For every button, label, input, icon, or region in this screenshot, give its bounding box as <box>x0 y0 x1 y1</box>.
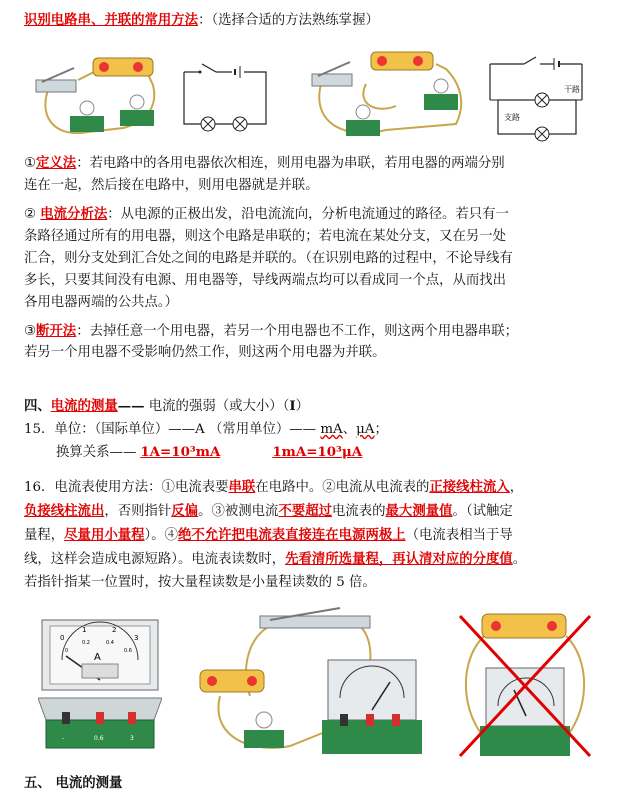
tick-0: 0 <box>60 634 65 642</box>
parallel-circuit-schematic <box>484 54 588 144</box>
ammeter-circuit-wrong <box>454 606 596 762</box>
series-circuit-schematic <box>180 58 272 132</box>
definition-method: 定义法 <box>36 155 77 171</box>
disconnect-method: 断开法 <box>36 323 77 339</box>
subtick-2: 0.4 <box>106 640 114 646</box>
section5-heading: 五、 电流的测量 <box>24 775 123 791</box>
tick-2: 2 <box>112 626 117 634</box>
item16-line5: 若指针指某一位置时，按大量程读数是小量程读数的 5 倍。 <box>24 575 376 590</box>
item15-units: 15．单位：（国际单位）——A （常用单位）—— mA、μA； <box>24 422 388 437</box>
tick-3: 3 <box>134 634 139 642</box>
section4-title: 电流的测量 <box>50 398 118 414</box>
method3-line1: ③断开法：去掉任意一个用电器，若另一个用电器也不工作，则这两个用电器串联； <box>24 323 519 339</box>
item16-line2: 负接线柱流出，否则指针反偏。③被测电流不要超过电流表的最大测量值。（试触定 <box>24 503 513 519</box>
section4-heading: 四、电流的测量—— 电流的强弱（或大小）（I） <box>24 398 310 414</box>
ammeter-circuit-correct <box>190 606 426 766</box>
tick-1: 1 <box>82 626 87 634</box>
current-analysis-method: 电流分析法 <box>40 206 108 222</box>
item16-line1: 16．电流表使用方法：①电流表要串联在电路中。②电流从电流表的正接线柱流入， <box>24 479 524 495</box>
item16-line4: 线，这样会造成电源短路）。电流表读数时，先看清所选量程，再认清对应的分度值。 <box>24 551 527 567</box>
parallel-circuit-photo <box>306 44 472 144</box>
unit-conversion: 换算关系—— 1A=10³mA 1mA=10³μA <box>56 444 363 460</box>
methods-title: 识别电路串、并联的常用方法 <box>24 12 199 28</box>
unit-label: A <box>94 652 101 663</box>
method3-line2: 若另一个用电器不受影响仍然工作，则这两个用电器为并联。 <box>24 345 386 360</box>
method1-line2: 连在一起，然后接在电路中，则用电器就是并联。 <box>24 178 319 193</box>
method2-line1: ② 电流分析法：从电源的正极出发，沿电流流向，分析电流通过的路径。若只有一 <box>24 206 509 222</box>
subtick-0: 0 <box>65 648 69 654</box>
branch-label: 支路 <box>504 113 520 122</box>
method2-line2: 条路径通过所有的用电器，则这个电路是串联的；若电流在某处分支，又在另一处 <box>24 229 507 244</box>
terminal-06: 0.6 <box>94 735 104 742</box>
terminal-3: 3 <box>130 735 134 742</box>
method2-line5: 各用电器两端的公共点。） <box>24 295 178 310</box>
subtick-3: 0.6 <box>124 648 132 654</box>
ammeter-illustration <box>38 616 162 758</box>
series-circuit-photo <box>28 50 174 146</box>
item16-line3: 量程，尽量用小量程）。④绝不允许把电流表直接连在电源两极上（电流表相当于导 <box>24 527 513 543</box>
method2-line4: 多长，只要其间没有电源、用电器等，导线两端点均可以看成同一个点，从而找出 <box>24 273 507 288</box>
method1-line1: ①定义法：若电路中的各用电器依次相连，则用电器为串联，若用电器的两端分别 <box>24 155 505 171</box>
trunk-label: 干路 <box>564 85 580 94</box>
method2-line3: 汇合，则分支处到汇合处之间的电路是并联的。（在识别电路的过程中，不论导线有 <box>24 251 513 266</box>
section-heading <box>24 11 379 30</box>
methods-note: ：（选择合适的方法熟练掌握） <box>198 13 379 28</box>
terminal-neg: - <box>62 735 65 742</box>
subtick-1: 0.2 <box>82 640 90 646</box>
